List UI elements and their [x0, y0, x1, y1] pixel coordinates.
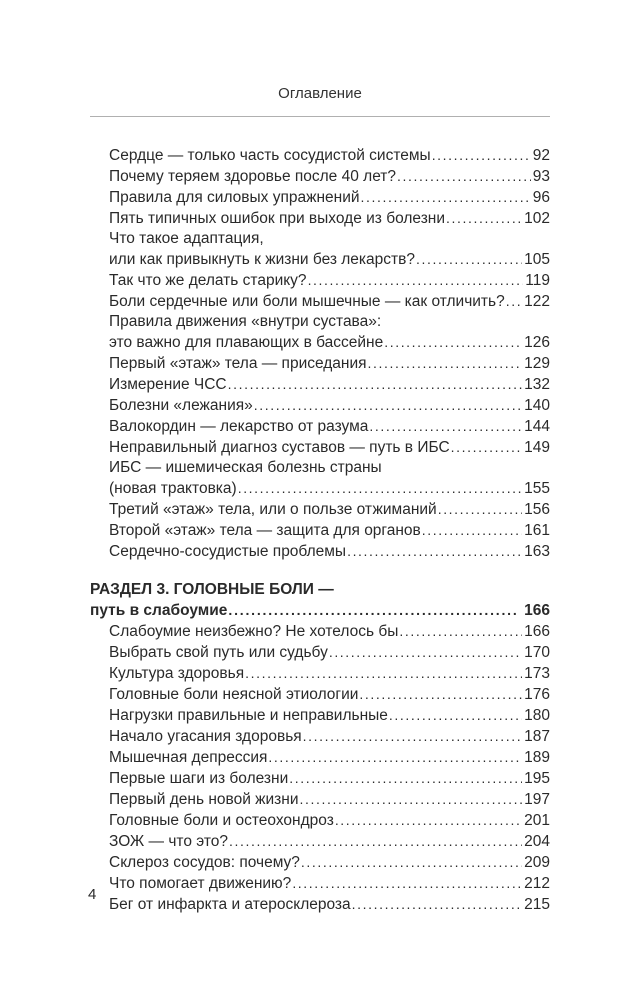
dot-leader: [229, 831, 522, 852]
table-of-contents: [90, 145, 550, 915]
toc-entry-title: Болезни «лежания»: [109, 397, 253, 414]
dot-leader: [446, 208, 522, 229]
dot-leader: [335, 810, 522, 831]
toc-entry[interactable]: [90, 208, 550, 229]
toc-entry-page: 215: [524, 896, 550, 913]
dot-leader: [369, 416, 522, 437]
dot-leader: [432, 145, 531, 166]
toc-entry-page: 180: [524, 707, 550, 724]
toc-entry-title: ЗОЖ — что это?: [109, 833, 228, 850]
toc-part-1: [90, 145, 550, 562]
toc-entry[interactable]: [90, 747, 550, 768]
dot-leader: [506, 291, 522, 312]
toc-entry[interactable]: [90, 395, 550, 416]
toc-entry[interactable]: [90, 478, 550, 499]
toc-entry[interactable]: [90, 416, 550, 437]
dot-leader: [422, 520, 522, 541]
toc-section-title-line1: РАЗДЕЛ 3. ГОЛОВНЫЕ БОЛИ —: [90, 581, 334, 598]
dot-leader: [361, 187, 531, 208]
toc-entry-page: 161: [524, 522, 550, 539]
dot-leader: [301, 852, 522, 873]
dot-leader: [451, 437, 522, 458]
toc-entry[interactable]: [90, 621, 550, 642]
toc-entry-page: 197: [524, 791, 550, 808]
toc-entry-page: 156: [524, 501, 550, 518]
toc-entry-title: это важно для плавающих в бассейне: [109, 334, 384, 351]
toc-entry-page: 155: [524, 480, 550, 497]
toc-entry-title: Склероз сосудов: почему?: [109, 854, 300, 871]
toc-entry-page: 93: [532, 168, 550, 185]
toc-entry-page: 122: [524, 293, 550, 310]
toc-entry[interactable]: [90, 894, 550, 915]
dot-leader: [438, 499, 522, 520]
toc-section-header: [90, 580, 550, 621]
toc-entry[interactable]: [90, 520, 550, 541]
toc-entry-page: 96: [532, 189, 550, 206]
toc-entry-page: 105: [524, 251, 550, 268]
toc-entry-title: Головные боли и остеохондроз: [109, 812, 334, 829]
toc-entry-page: 119: [525, 272, 550, 289]
dot-leader: [228, 374, 522, 395]
toc-entry-page: 201: [524, 812, 550, 829]
toc-entry-page: 187: [524, 728, 550, 745]
toc-entry-title: Начало угасания здоровья: [109, 728, 302, 745]
toc-entry-page: 209: [524, 854, 550, 871]
dot-leader: [329, 642, 522, 663]
toc-entry[interactable]: [90, 145, 550, 166]
toc-entry[interactable]: [90, 270, 550, 291]
toc-entry-page: 204: [524, 833, 550, 850]
dot-leader: [384, 332, 522, 353]
dot-leader: [399, 621, 522, 642]
dot-leader: [397, 166, 531, 187]
toc-entry-title: Мышечная депрессия: [109, 749, 268, 766]
toc-entry-page: 189: [524, 749, 550, 766]
toc-entry[interactable]: [90, 353, 550, 374]
toc-entry[interactable]: [90, 437, 550, 458]
toc-entry-title: Бег от инфаркта и атеросклероза: [109, 896, 351, 913]
toc-entry[interactable]: [90, 852, 550, 873]
toc-entry[interactable]: [90, 810, 550, 831]
toc-entry-page: 102: [524, 210, 550, 227]
toc-entry-title: Первый «этаж» тела — приседания: [109, 355, 367, 372]
dot-leader: [300, 789, 523, 810]
toc-entry-title: Первый день новой жизни: [109, 791, 299, 808]
toc-section-line2[interactable]: [90, 600, 550, 621]
toc-entry-page: 126: [524, 334, 550, 351]
toc-entry-page: 163: [524, 543, 550, 560]
toc-entry-title: или как привыкнуть к жизни без лекарств?: [109, 251, 415, 268]
page-title: Оглавление: [278, 85, 362, 102]
toc-entry-page: 166: [524, 623, 550, 640]
toc-entry[interactable]: [90, 291, 550, 312]
toc-entry-title: Правила для силовых упражнений: [109, 189, 360, 206]
dot-leader: [416, 249, 522, 270]
toc-entry[interactable]: [90, 229, 550, 249]
page-content: [90, 0, 550, 915]
dot-leader: [292, 873, 522, 894]
toc-entry-title: Что такое адаптация,: [109, 230, 264, 247]
toc-entry-title: ИБС — ишемическая болезнь страны: [109, 459, 382, 476]
dot-leader: [368, 353, 523, 374]
toc-entry-title: Правила движения «внутри сустава»:: [109, 313, 382, 330]
toc-part-2: [90, 621, 550, 915]
toc-entry[interactable]: [90, 499, 550, 520]
toc-entry-title: Измерение ЧСС: [109, 376, 227, 393]
toc-entry[interactable]: [90, 789, 550, 810]
toc-entry-title: Нагрузки правильные и неправильные: [109, 707, 388, 724]
toc-section-title-line2: путь в слабоумие: [90, 602, 228, 619]
dot-leader: [359, 684, 522, 705]
dot-leader: [303, 726, 522, 747]
dot-leader: [308, 270, 524, 291]
toc-entry-title: Так что же делать старику?: [109, 272, 307, 289]
toc-entry-title: (новая трактовка): [109, 480, 237, 497]
toc-entry[interactable]: [90, 663, 550, 684]
toc-entry-title: Культура здоровья: [109, 665, 245, 682]
toc-entry-title: Третий «этаж» тела, или о пользе отжиманий: [109, 501, 437, 518]
toc-entry[interactable]: [90, 249, 550, 270]
header-divider: [90, 116, 550, 117]
toc-entry-title: Боли сердечные или боли мышечные — как отличить?: [109, 293, 505, 310]
toc-entry[interactable]: [90, 332, 550, 353]
toc-entry-page: 140: [524, 397, 550, 414]
toc-entry[interactable]: [90, 187, 550, 208]
toc-section-page: 166: [524, 602, 550, 619]
toc-entry-title: Второй «этаж» тела — защита для органов: [109, 522, 421, 539]
toc-entry-page: 132: [524, 376, 550, 393]
toc-entry-title: Сердце — только часть сосудистой системы: [109, 147, 431, 164]
toc-entry[interactable]: [90, 726, 550, 747]
dot-leader: [352, 894, 522, 915]
toc-entry-title: Валокордин — лекарство от разума: [109, 418, 369, 435]
dot-leader: [347, 541, 522, 562]
toc-entry-title: Сердечно-сосудистые проблемы: [109, 543, 347, 560]
toc-entry[interactable]: [90, 312, 550, 332]
toc-entry-title: Слабоумие неизбежно? Не хотелось бы: [109, 623, 399, 640]
toc-entry-title: Что помогает движению?: [109, 875, 292, 892]
dot-leader: [245, 663, 522, 684]
toc-entry-page: 92: [532, 147, 550, 164]
toc-entry-page: 195: [524, 770, 550, 787]
toc-entry[interactable]: [90, 458, 550, 478]
toc-entry[interactable]: [90, 768, 550, 789]
toc-entry-title: Выбрать свой путь или судьбу: [109, 644, 328, 661]
dot-leader: [228, 600, 518, 621]
toc-entry-page: 149: [524, 439, 550, 456]
toc-entry[interactable]: [90, 873, 550, 894]
dot-leader: [254, 395, 522, 416]
toc-entry-title: Первые шаги из болезни: [109, 770, 289, 787]
toc-entry[interactable]: [90, 705, 550, 726]
toc-entry-page: 170: [524, 644, 550, 661]
dot-leader: [389, 705, 522, 726]
toc-entry[interactable]: [90, 166, 550, 187]
toc-entry-title: Почему теряем здоровье после 40 лет?: [109, 168, 397, 185]
dot-leader: [238, 478, 522, 499]
toc-entry[interactable]: [90, 684, 550, 705]
toc-entry-title: Пять типичных ошибок при выходе из болезни: [109, 210, 446, 227]
toc-entry-page: 176: [524, 686, 550, 703]
toc-entry[interactable]: [90, 374, 550, 395]
toc-section-line1[interactable]: [90, 580, 550, 600]
toc-entry[interactable]: [90, 541, 550, 562]
dot-leader: [268, 747, 522, 768]
toc-entry-page: 173: [524, 665, 550, 682]
toc-entry[interactable]: [90, 831, 550, 852]
toc-entry-page: 144: [524, 418, 550, 435]
toc-entry-title: Неправильный диагноз суставов — путь в ИБС: [109, 439, 450, 456]
page-number: 4: [88, 886, 97, 903]
toc-entry-title: Головные боли неясной этиологии: [109, 686, 359, 703]
toc-entry[interactable]: [90, 642, 550, 663]
toc-entry-page: 129: [524, 355, 550, 372]
dot-leader: [289, 768, 522, 789]
toc-entry-page: 212: [524, 875, 550, 892]
